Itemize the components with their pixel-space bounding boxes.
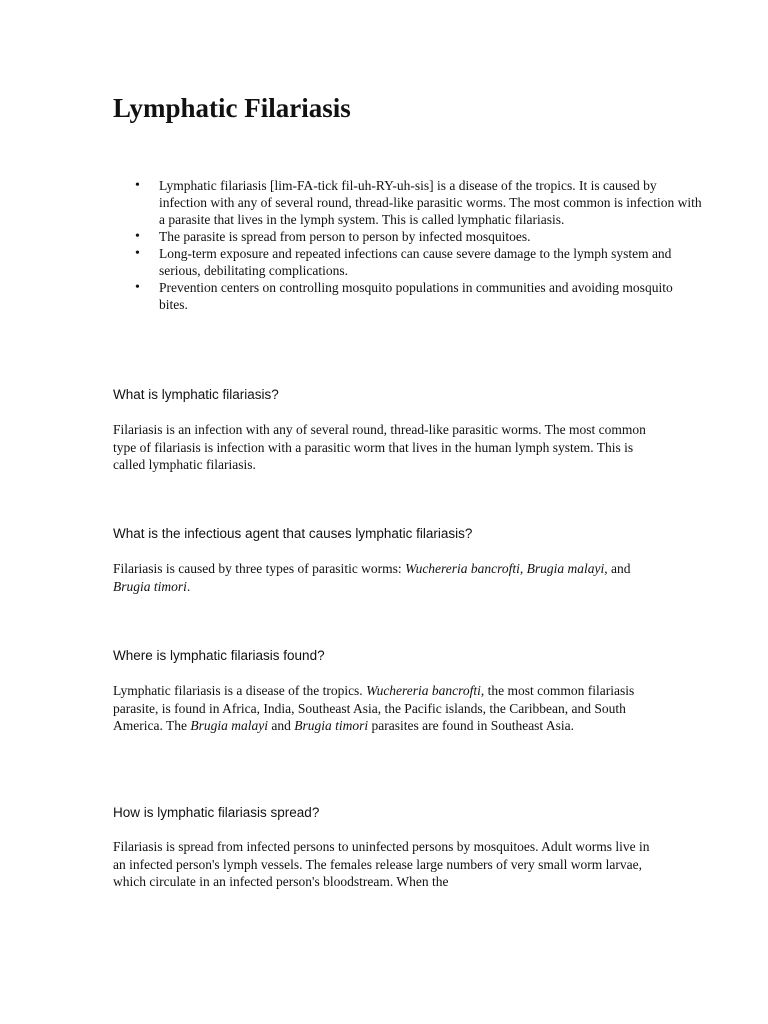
list-item: • Prevention centers on controlling mosquito populations in communities and avoiding mosquito bites.: [159, 279, 704, 313]
section-heading-how-spread: How is lymphatic filariasis spread?: [113, 805, 320, 820]
list-item: • The parasite is spread from person to person by infected mosquitoes.: [159, 228, 704, 245]
summary-bullet-list: [113, 177, 704, 313]
species-name: Brugia timori: [113, 578, 187, 594]
section-heading-what-is: What is lymphatic filariasis?: [113, 387, 279, 402]
section-heading-where-found: Where is lymphatic filariasis found?: [113, 648, 325, 663]
species-name: Brugia malayi: [190, 718, 268, 733]
species-name: Wuchereria bancrofti: [366, 683, 481, 698]
list-item: • Long-term exposure and repeated infections can cause severe damage to the lymph system and serious, debilitating complications.: [159, 245, 704, 279]
species-name: Wuchereria bancrofti: [405, 561, 520, 576]
species-name: Brugia timori: [294, 718, 369, 733]
section-paragraph-what-is: Filariasis is an infection with any of several round, thread-like parasitic worms. The most common type of filariasis is infection with a parasitic worm that lives in the human lymph system. This is called lymphatic filariasis.: [113, 422, 646, 472]
page-title: Lymphatic Filariasis: [113, 93, 351, 123]
species-name: Brugia malayi: [526, 561, 605, 576]
section-heading-infectious-agent: What is the infectious agent that causes lymphatic filariasis?: [113, 526, 473, 541]
section-paragraph-how-spread: Filariasis is spread from infected persons to uninfected persons by mosquitoes. Adult worms live in an infected person's lymph vessels. The females release large numbers of very small worm larvae, which circulate in an infected person's bloodstream. When the: [113, 839, 650, 889]
section-paragraph-infectious-agent: Filariasis is caused by three types of parasitic worms: Wuchereria bancrofti, Brugia malayi, and Brugia timori.: [113, 561, 631, 594]
list-item: • Lymphatic filariasis [lim-FA-tick fil-uh-RY-uh-sis] is a disease of the tropics. It is caused by infection with any of several round, thread-like parasitic worms. The most common is infection with a parasite that lives in the lymph system. This is called lymphatic filariasis.: [159, 177, 704, 228]
section-paragraph-where-found: Lymphatic filariasis is a disease of the tropics. Wuchereria bancrofti, the most common filariasis parasite, is found in Africa, India, Southeast Asia, the Pacific islands, the Caribbean, and South America. The Brugia malayi and Brugia timori parasites are found in Southeast Asia.: [113, 683, 635, 733]
